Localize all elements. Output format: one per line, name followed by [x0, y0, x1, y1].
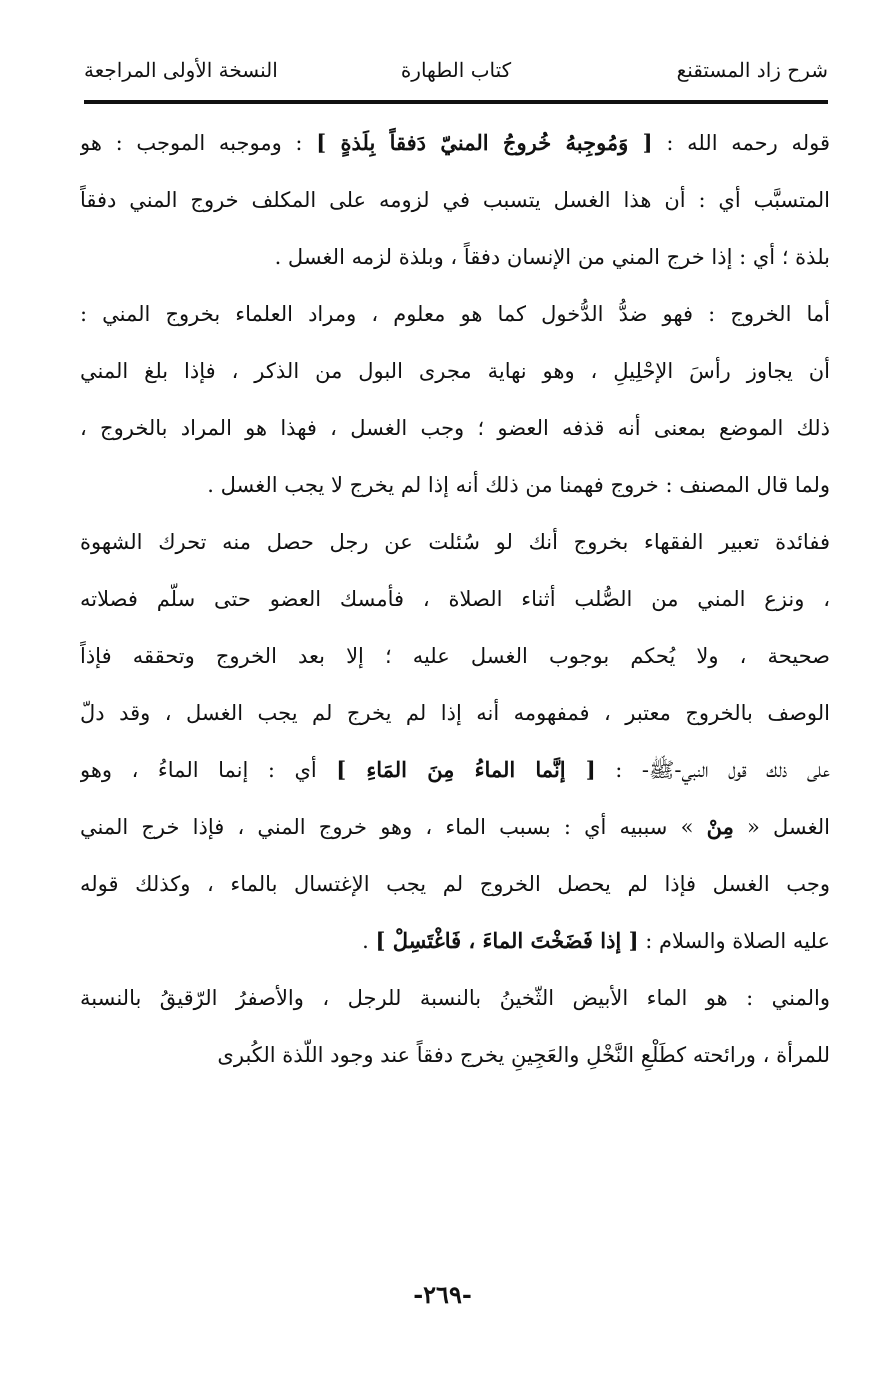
line-text: قوله رحمه الله :: [666, 131, 830, 155]
line-text: والمني : هو الماء الأبيض الثّخينُ بالنسبة للرجل ، والأصفرُ الرّقيقُ بالنسبة: [80, 986, 830, 1010]
text-line: [80, 631, 830, 688]
running-header: [84, 58, 828, 94]
line-text: المتسبَّب أي : أن هذا الغسل يتسبب في لزومه على المكلف خروج المني دفقاً: [80, 188, 830, 212]
text-line: [80, 688, 830, 745]
line-text: ، ونزع المني من الصُّلب أثناء الصلاة ، فأمسك العضو حتى سلّم فصلاته: [80, 587, 830, 611]
text-line: [80, 346, 830, 403]
text-line: [80, 175, 830, 232]
text-line: [80, 403, 830, 460]
quoted-text: [ وَمُوجِبهُ خُروجُ المنيّ دَفقاً بِلَذةٍ ]: [316, 130, 653, 155]
line-text: ففائدة تعبير الفقهاء بخروج أنك لو سُئلت عن رجل حصل منه تحرك الشهوة: [80, 530, 830, 554]
header-book-title: شرح زاد المستقنع: [676, 58, 828, 82]
line-text: صحيحة ، ولا يُحكم بوجوب الغسل عليه ؛ إلا بعد الخروج وتحققه فإذاً: [80, 644, 830, 668]
line-text: أن يجاوز رأسَ الإحْلِيلِ ، وهو نهاية مجرى البول من الذكر ، فإذا بلغ المني: [80, 359, 830, 383]
line-text: الغسل «: [733, 815, 830, 839]
line-text: بلذة ؛ أي : إذا خرج المني من الإنسان دفقاً ، وبلذة لزمه الغسل .: [274, 245, 830, 269]
line-text-continued: .: [362, 929, 376, 953]
line-text: ولما قال المصنف : خروج فهمنا من ذلك أنه إذا لم يخرج لا يجب الغسل .: [207, 473, 830, 497]
text-line: [80, 574, 830, 631]
line-text: ذلك الموضع بمعنى أنه قذفه العضو ؛ وجب الغسل ، فهذا هو المراد بالخروج ،: [80, 416, 830, 440]
text-line: [80, 118, 830, 175]
text-line: [80, 289, 830, 346]
quoted-text: مِنْ: [706, 814, 734, 839]
header-rule: [84, 100, 828, 104]
line-text: عليه الصلاة والسلام :: [645, 929, 830, 953]
text-line: [80, 1030, 830, 1087]
page-body: [80, 118, 830, 1087]
text-line: [80, 460, 830, 517]
text-line: [80, 802, 830, 859]
line-text-continued: » سببيه أي : بسبب الماء ، وهو خروج المني ، فإذا خرج المني: [80, 815, 707, 839]
line-text: وجب الغسل فإذا لم يحصل الخروج لم يجب الإغتسال بالماء ، وكذلك قوله: [80, 872, 830, 896]
quoted-text: [ إذا فَضَخْتَ الماءَ ، فَاغْتَسِلْ ]: [375, 928, 639, 953]
line-text-continued: أي : إنما الماءُ ، وهو: [80, 758, 337, 782]
text-line: [80, 973, 830, 1030]
line-text: على ذلك قول النبي-ﷺ- :: [615, 758, 830, 782]
header-chapter-title: كتاب الطهارة: [400, 58, 512, 82]
line-text: الوصف بالخروج معتبر ، فمفهومه أنه إذا لم يخرج لم يجب الغسل ، وقد دلّ: [80, 701, 830, 725]
quoted-text: [ إنَّما الماءُ مِنَ المَاءِ ]: [336, 757, 596, 782]
line-text: أما الخروج : فهو ضدُّ الدُّخول كما هو معلوم ، ومراد العلماء بخروج المني :: [80, 302, 830, 326]
text-line: [80, 517, 830, 574]
text-line: [80, 745, 830, 802]
text-line: [80, 232, 830, 289]
page-number: -٢٦٩-: [413, 1280, 472, 1309]
text-line: [80, 916, 830, 973]
line-text: للمرأة ، ورائحته كطَلْعِ النَّخْلِ والعَجِينِ يخرج دفقاً عند وجود اللّذة الكُبرى: [217, 1043, 830, 1067]
header-edition-note: النسخة الأولى المراجعة: [84, 58, 278, 82]
text-line: [80, 859, 830, 916]
line-text-continued: : وموجبه الموجب : هو: [80, 131, 317, 155]
